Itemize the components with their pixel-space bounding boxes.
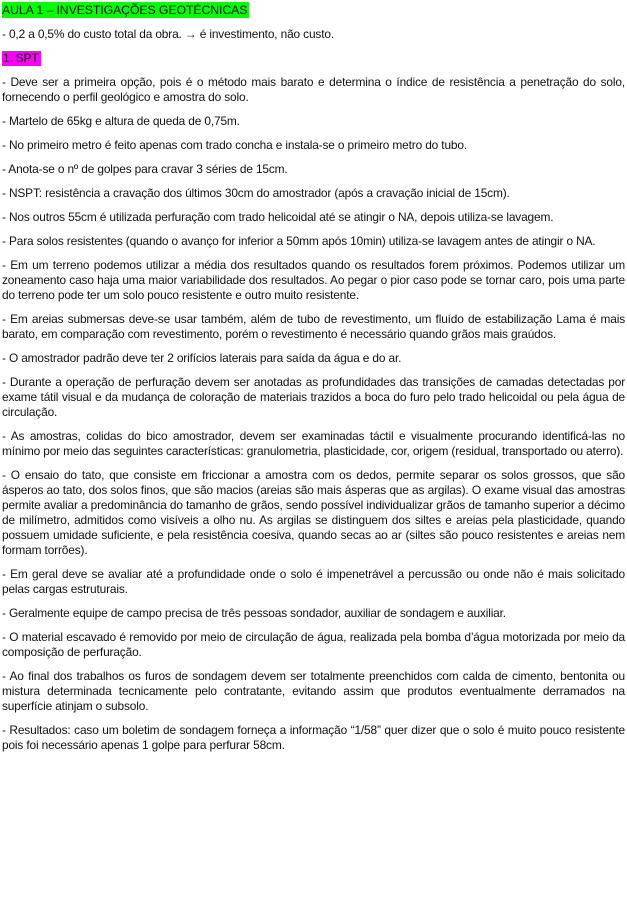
paragraph-equipe: - Geralmente equipe de campo precisa de três pessoas sondador, auxiliar de sondagem e auxiliar. <box>2 606 506 620</box>
paragraph-media-resultados: - Em um terreno podemos utilizar a média dos resultados quando os resultados forem próximos. Podemos utilizar um zoneamento caso haja uma maior variabilidade dos resultados. Ao pegar o pior caso pode se tornar caro, pois uma parte do terreno pode ter um solo pouco resistente e outro muito resistente. <box>2 258 625 302</box>
paragraph-amostrador-padrao: - O amostrador padrão deve ter 2 orifícios laterais para saída da água e do ar. <box>2 351 402 365</box>
paragraph-profundidade: - Em geral deve se avaliar até a profundidade onde o solo é impenetrável a percussão ou onde não é mais solicitado pelas cargas estruturais. <box>2 567 625 596</box>
paragraph-solos-resistentes: - Para solos resistentes (quando o avanço for inferior a 50mm após 10min) utiliza-se lavagem antes de atingir o NA. <box>2 234 596 248</box>
paragraph-golpes: - Anota-se o nº de golpes para cravar 3 séries de 15cm. <box>2 162 288 176</box>
paragraph-martelo: - Martelo de 65kg e altura de queda de 0,75m. <box>2 114 240 128</box>
paragraph-primeiro-metro: - No primeiro metro é feito apenas com trado concha e instala-se o primeiro metro do tubo. <box>2 138 467 152</box>
paragraph-amostras: - As amostras, colidas do bico amostrador, devem ser examinadas táctil e visualmente procurando identificá-las no mínimo por meio das seguintes características: granulometria, plasticidade, cor, origem (residual, transportado ou aterro). <box>2 429 625 458</box>
intro-line: - 0,2 a 0,5% do custo total da obra. → é investimento, não custo. <box>2 27 334 41</box>
paragraph-areias-submersas: - Em areias submersas deve-se usar também, além de tubo de revestimento, um fluído de estabilização Lama é mais barato, em comparação com revestimento, porém o revestimento é necessário quando grãos mais graúdos. <box>2 312 625 341</box>
paragraph-operacao-perfuracao: - Durante a operação de perfuração devem ser anotadas as profundidades das transições de camadas detectadas por exame tátil visual e da mudança de coloração de materiais trazidos a boca do furo pelo trado helicoidal ou pela água de circulação. <box>2 375 625 419</box>
section-title-spt: 1. SPT <box>2 51 41 66</box>
paragraph-final-trabalhos: - Ao final dos trabalhos os furos de sondagem devem ser totalmente preenchidos com calda de cimento, bentonita ou mistura determinada tecnicamente pelo contratante, evitando assim que produtos eventualmente derramados na superfície atinjam o subsolo. <box>2 669 625 713</box>
paragraph-ensaio-tato: - O ensaio do tato, que consiste em friccionar a amostra com os dedos, permite separar os solos grossos, que são ásperos ao tato, dos solos finos, que são macios (areias são mais ásperas que as argilas). O exame visual das amostras permite avaliar a predominância do tamanho de grãos, sendo possível individualizar grãos de tamanho superior a décimo de milímetro, admitidos como visíveis a olho nu. As argilas se distinguem dos siltes e areias pela plasticidade, quando possuem umidade suficiente, e pela resistência coesiva, quando secas ao ar (siltes são pouco resistentes e areias nem formam torrões). <box>2 468 625 557</box>
paragraph-primeira-opcao: - Deve ser a primeira opção, pois é o método mais barato e determina o índice de resistência a penetração do solo, fornecendo o perfil geológico e amostra do solo. <box>2 75 625 104</box>
paragraph-resultados: - Resultados: caso um boletim de sondagem forneça a informação “1/58” quer dizer que o solo é muito pouco resistente pois foi necessário apenas 1 golpe para perfurar 58cm. <box>2 723 625 752</box>
section-title-row <box>2 51 625 66</box>
paragraph-trado-helicoidal: - Nos outros 55cm é utilizada perfuração com trado helicoidal até se atingir o NA, depois utiliza-se lavagem. <box>2 210 554 224</box>
document-heading: AULA 1 – INVESTIGAÇÕES GEOTÉCNICAS <box>2 3 248 17</box>
paragraph-nspt: - NSPT: resistência a cravação dos últimos 30cm do amostrador (após a cravação inicial de 15cm). <box>2 186 510 200</box>
paragraph-material-escavado: - O material escavado é removido por meio de circulação de água, realizada pela bomba d’água motorizada por meio da composição de perfuração. <box>2 630 625 659</box>
heading-row <box>2 2 625 27</box>
